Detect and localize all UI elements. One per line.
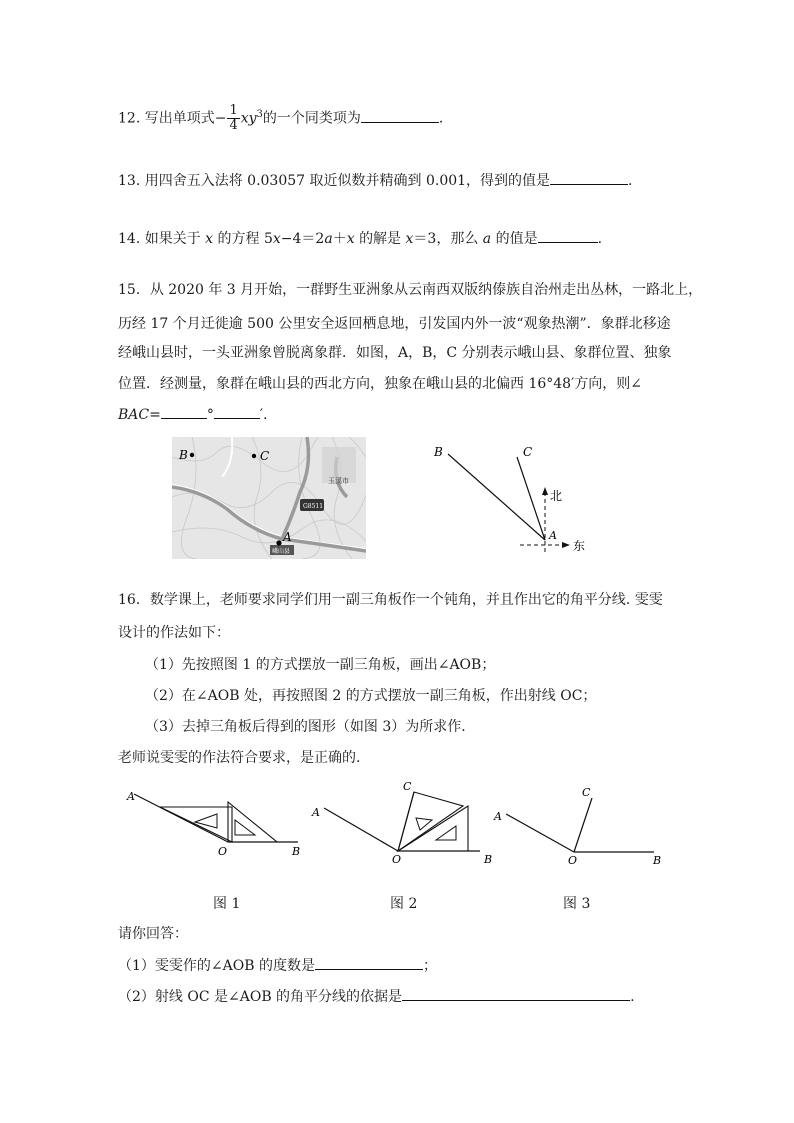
fraction (227, 104, 239, 133)
figure-3 (488, 778, 678, 868)
q16-ask: 请你回答： (118, 926, 188, 942)
point-b (190, 453, 194, 457)
minute-symbol: ′. (259, 407, 268, 423)
label-o: O (568, 854, 578, 867)
sub-question-2: （2）射线 OC 是∠AOB 的角平分线的依据是 (118, 989, 403, 1005)
question-14 (118, 228, 602, 249)
label-c: C (260, 449, 270, 463)
exponent: 3 (256, 108, 263, 120)
city-label: 玉溪市 (328, 477, 349, 485)
q15-line-4: 位置．经测量，象群在峨山县的西北方向，独象在峨山县的北偏西 16°48′方向，则∠ (118, 376, 642, 392)
q16-sub-2 (118, 986, 635, 1007)
q16-step-3: （3）去掉三角板后得到的图形（如图 3）为所求作. (145, 719, 466, 735)
question-13 (118, 170, 633, 191)
east-arrow-icon (562, 542, 570, 548)
minus-sign: − (214, 110, 227, 127)
q15-line-3: 经峨山县时，一头亚洲象曾脱离象群．如图，A，B，C 分别表示峨山县、象群位置、独象 (118, 345, 672, 361)
q15-line-2: 历经 17 个月迁徙逾 500 公里安全返回栖息地，引发国内外一波“观象热潮”．象群北移途 (118, 316, 671, 332)
label-a: A (127, 790, 135, 803)
question-text: 用四舍五入法将 0.03057 取近似数并精确到 0.001，得到的值是 (144, 173, 551, 189)
label-o: O (218, 845, 228, 858)
period: . (628, 173, 633, 189)
solution-text: ＝3，那么 (413, 231, 479, 247)
degree-blank[interactable] (161, 404, 207, 419)
label-c: C (523, 445, 533, 459)
question-12 (118, 104, 443, 133)
road-label: G8511 (303, 503, 324, 510)
q15-line-1: 15．从 2020 年 3 月开始，一群野生亚洲象从云南西双版纳傣族自治州走出丛林，一路北上， (118, 282, 703, 298)
answer-blank[interactable] (550, 170, 628, 185)
period: . (597, 231, 603, 247)
equation-part: ＋ (332, 231, 347, 247)
semicolon: ； (422, 958, 437, 974)
answer-blank[interactable] (361, 108, 439, 123)
label-b: B (484, 853, 493, 866)
label-c: C (582, 786, 591, 799)
equation-start: 的方程 5 (217, 231, 273, 247)
variable-x: x (272, 231, 281, 247)
figure-2 (308, 776, 498, 866)
point-a (276, 540, 281, 545)
question-number: 14. (118, 231, 141, 247)
answer-blank[interactable] (402, 986, 630, 1001)
variable-a: a (482, 231, 492, 247)
county-label: 峨山县 (272, 548, 291, 555)
answer-blank[interactable] (538, 228, 598, 243)
question-number: 12. (118, 110, 141, 127)
variable-x: x (205, 231, 214, 247)
label-b: B (179, 448, 188, 462)
q16-step-1: （1）先按照图 1 的方式摆放一副三角板，画出∠AOB； (145, 657, 496, 673)
question-text-after: 的一个同类项为 (262, 110, 361, 127)
direction-figure (428, 440, 598, 560)
question-text: 的解是 (359, 231, 402, 247)
point-c (252, 454, 256, 458)
question-text: 的值是 (495, 231, 538, 247)
set-square-45 (160, 807, 232, 842)
question-text: 如果关于 (144, 231, 201, 247)
equation-part: −4＝2 (280, 231, 325, 247)
figure-2-caption: 图 2 (390, 896, 418, 912)
period: . (438, 110, 444, 127)
label-east: 东 (573, 539, 586, 553)
label-b: B (653, 854, 662, 867)
fraction-numerator: 1 (229, 103, 238, 118)
label-a: A (494, 810, 502, 823)
north-arrow-icon (542, 487, 548, 495)
sub-question-1: （1）雯雯作的∠AOB 的度数是 (118, 958, 315, 974)
minute-blank[interactable] (214, 404, 260, 419)
ray-oa (506, 814, 574, 852)
question-text: 写出单项式 (144, 110, 215, 127)
variable-x: x (346, 231, 355, 247)
q16-sub-1 (118, 955, 437, 976)
q16-line-3: 老师说雯雯的作法符合要求，是正确的. (118, 750, 361, 766)
label-a: A (283, 530, 292, 544)
label-o: O (392, 853, 402, 866)
q16-line-1: 16．数学课上，老师要求同学们用一副三角板作一个钝角，并且作出它的角平分线. 雯雯 (118, 592, 663, 608)
figure-1 (120, 780, 310, 860)
label-c: C (403, 780, 412, 793)
variable-x: x (405, 231, 414, 247)
equals-sign: = (149, 407, 161, 423)
question-number: 13. (118, 173, 141, 189)
label-b: B (292, 845, 301, 858)
map-figure (172, 437, 366, 559)
q16-step-2: （2）在∠AOB 处，再按照图 2 的方式摆放一副三角板，作出射线 OC； (145, 688, 597, 704)
angle-name: BAC (118, 407, 150, 423)
variable-a: a (324, 231, 333, 247)
degree-symbol: ° (206, 407, 214, 423)
answer-blank[interactable] (315, 955, 423, 970)
ray-oc (574, 798, 592, 852)
label-north: 北 (550, 489, 563, 503)
figure-1-caption: 图 1 (213, 896, 241, 912)
q15-line-5 (118, 404, 268, 425)
label-b: B (434, 445, 443, 459)
figure-3-caption: 图 3 (563, 896, 591, 912)
q16-line-2: 设计的作法如下： (118, 625, 230, 641)
fraction-denominator: 4 (229, 118, 238, 133)
variable-xy: xy (240, 110, 257, 127)
period: . (630, 989, 635, 1005)
label-a: A (549, 529, 557, 542)
label-a: A (312, 806, 320, 819)
